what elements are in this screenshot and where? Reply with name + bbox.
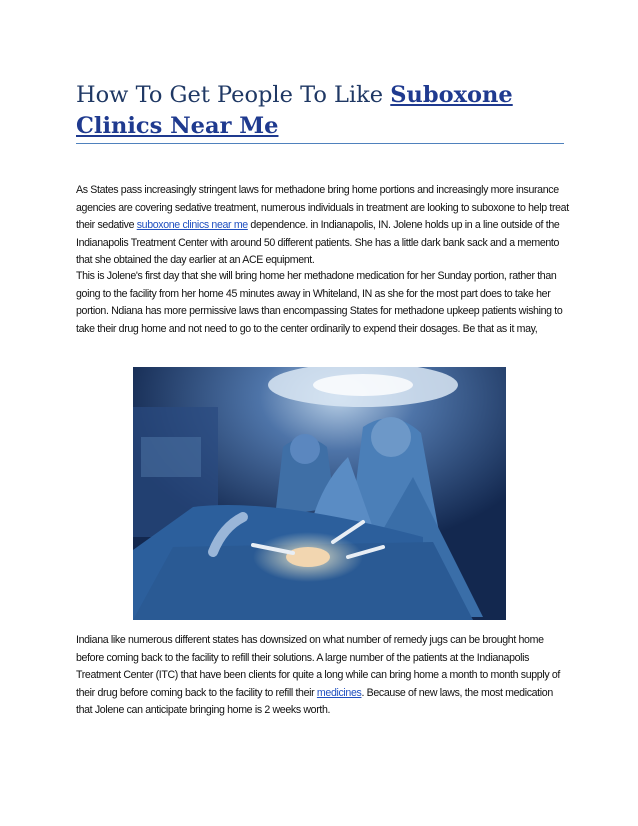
title-link-clinics-near-me[interactable]: Clinics Near Me: [76, 113, 279, 139]
link-suboxone-clinics-near-me[interactable]: suboxone clinics near me: [136, 219, 248, 231]
paragraph-1-start: As States pass increasingly stringent laws for methadone bring home portions and increasingly more insurance agencies are covering sedative treatment, numerous individuals in treatment are looking to suboxone to help treat their sedative: [76, 184, 569, 231]
title-link-suboxone[interactable]: Suboxone: [390, 82, 513, 108]
paragraph-2: This is Jolene's first day that she will bring home her methadone medication for her Sunday portion, rather than going to the facility from her home 45 minutes away in Whiteland, IN as she for the most part does to take her portion. Ndiana has more permissive laws than encompassing States for methadone upkeep patients wishing to take their drug home and not need to go to the center ordinarily to expend their dosages. Be that as it may,: [76, 270, 563, 335]
paragraph-3: [76, 632, 570, 720]
title-prefix: How To Get People To Like: [76, 82, 391, 108]
title-divider: [76, 143, 564, 144]
link-medicines[interactable]: medicines: [316, 686, 362, 699]
page-title: [76, 80, 576, 142]
paragraph-1: [76, 182, 570, 270]
paragraph-3-start: Indiana like numerous different states has downsized on what number of remedy jugs can be brought home before coming back to the facility to refill their solutions. A large number of the patients at the Indianapolis Treatment Center (ITC) that have been clients for quite a long while can bring home a month to month supply of their drug before coming back to the facility to refill their: [76, 634, 561, 699]
surgeons-operating-photo: [133, 367, 506, 620]
paragraph-3-end: . Because of new laws, the most medication that Jolene can anticipate bringing home is 2 weeks worth.: [76, 686, 553, 716]
paragraph-1-end: dependence. in Indianapolis, IN. Jolene holds up in a line outside of the Indianapolis Treatment Center with around 50 different patients. She has a little dark bank sack and a memento that she obtained the day earlier at an ACE equipment.: [76, 219, 560, 266]
